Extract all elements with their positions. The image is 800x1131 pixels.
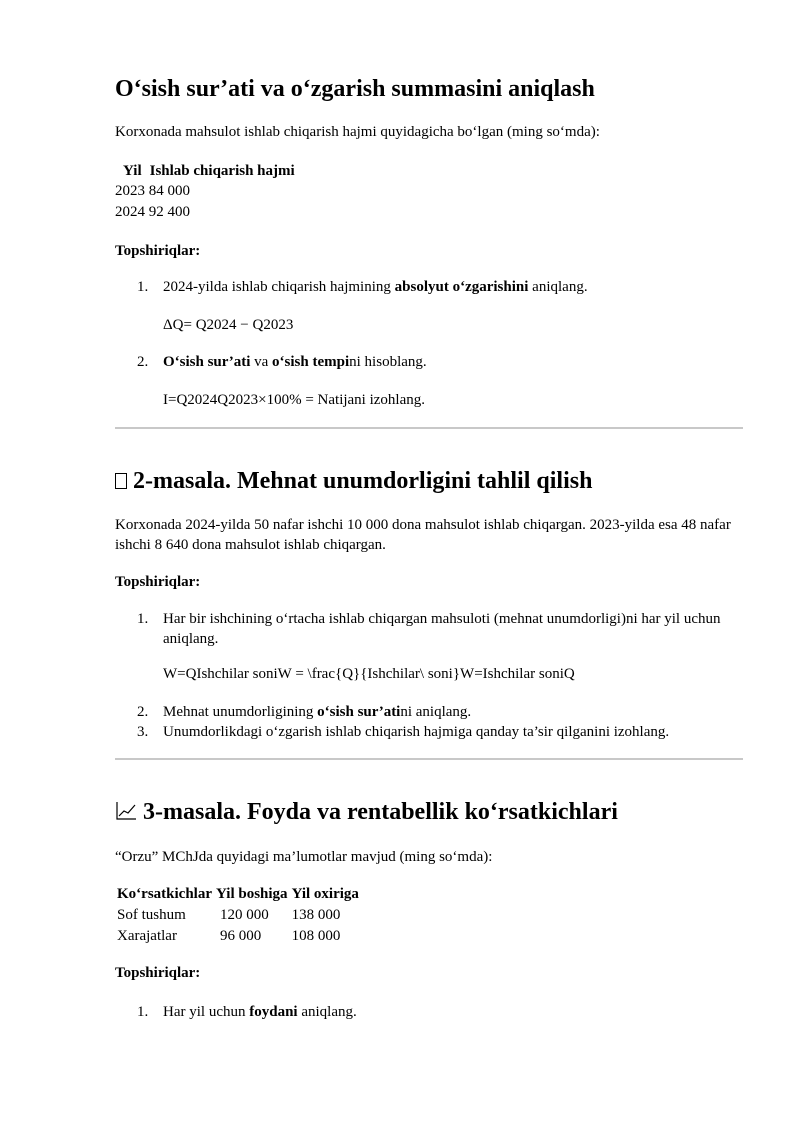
list-item — [115, 352, 743, 372]
section-divider — [115, 427, 743, 429]
task-bold: o‘sish tempi — [272, 354, 350, 370]
chart-increasing-icon — [115, 801, 137, 821]
tasks-label: Topshiriqlar: — [115, 965, 201, 981]
table-row — [117, 905, 363, 926]
task-text: aniqlang. — [297, 1004, 357, 1020]
table-cell: Xarajatlar — [117, 928, 177, 944]
list-item — [115, 1002, 743, 1022]
table-cell: 96 000 — [220, 928, 262, 944]
list-item — [115, 722, 743, 742]
table-cell: 138 000 — [291, 907, 341, 923]
table-header: Ishlab chiqarish hajmi — [149, 163, 295, 179]
section2-task-list-2 — [115, 702, 743, 742]
table-row — [117, 926, 363, 947]
section3-heading — [115, 797, 618, 827]
section3-task-list — [115, 1002, 743, 1022]
formula: W=QIshchilar soniW = \frac{Q}{Ishchilar\ soni}W=Ishchilar soniQ — [163, 666, 575, 682]
missing-glyph-icon — [115, 473, 127, 489]
task-bold: O‘sish sur’ati — [163, 354, 251, 370]
task-text: ni hisoblang. — [349, 354, 427, 370]
table-cell: 108 000 — [291, 928, 341, 944]
list-number: 2. — [137, 354, 149, 370]
table-cell: 120 000 — [220, 907, 269, 923]
section1-table — [115, 161, 299, 181]
table-header: Yil — [123, 163, 142, 179]
table-header: Ko‘rsatkichlar — [117, 886, 212, 902]
list-item — [115, 609, 743, 649]
section3-intro: “Orzu” MChJda quyidagi ma’lumotlar mavjud (ming so‘mda): — [115, 849, 493, 865]
section2-intro: Korxonada 2024-yilda 50 nafar ishchi 10 000 dona mahsulot ishlab chiqargan. 2023-yilda esa 48 nafar ishchi 8 640 dona mahsulot ishlab chiqargan. — [115, 517, 731, 553]
formula: I=Q2024Q2023×100% = Natijani izohlang. — [163, 392, 426, 408]
task-text: ni aniqlang. — [400, 704, 472, 720]
section3-table — [117, 884, 363, 947]
task-text: Mehnat unumdorligining — [163, 704, 318, 720]
formula: ΔQ= Q2024 − Q2023 — [163, 317, 294, 333]
section1-rows — [115, 181, 190, 223]
tasks-label: Topshiriqlar: — [115, 243, 201, 259]
list-number: 3. — [137, 724, 149, 740]
list-item — [115, 702, 743, 722]
list-number: 1. — [137, 1004, 149, 1020]
task-text: Har bir ishchining o‘rtacha ishlab chiqargan mahsuloti (mehnat unumdorligi)ni har yil uchun aniqlang. — [163, 611, 721, 647]
task-bold: absolyut o‘zgarishini — [394, 279, 529, 295]
table-header: Yil boshiga — [216, 886, 288, 902]
section1-title: O‘sish sur’ati va o‘zgarish summasini aniqlash — [115, 76, 595, 102]
section2-title: 2-masala. Mehnat unumdorligini tahlil qilish — [133, 468, 593, 494]
list-number: 1. — [137, 279, 149, 295]
section2-task-list — [115, 609, 743, 649]
task-bold: foydani — [249, 1004, 298, 1020]
task-text: aniqlang. — [528, 279, 588, 295]
table-cell: Sof tushum — [117, 907, 186, 923]
table-row: 2023 84 000 — [115, 183, 190, 199]
section-divider — [115, 758, 743, 760]
section3-title: 3-masala. Foyda va rentabellik ko‘rsatkichlari — [143, 799, 618, 825]
tasks-label: Topshiriqlar: — [115, 574, 201, 590]
section2-heading — [115, 466, 592, 496]
list-item — [115, 277, 743, 297]
task-text: 2024-yilda ishlab chiqarish hajmining — [163, 279, 395, 295]
table-header: Yil oxiriga — [291, 886, 359, 902]
section1-task-list — [115, 277, 743, 297]
list-number: 2. — [137, 704, 149, 720]
list-number: 1. — [137, 611, 149, 627]
section1-task-list-2 — [115, 352, 743, 372]
table-row: 2024 92 400 — [115, 204, 190, 220]
section1-intro: Korxonada mahsulot ishlab chiqarish hajmi quyidagicha bo‘lgan (ming so‘mda): — [115, 124, 600, 140]
task-text: Unumdorlikdagi o‘zgarish ishlab chiqarish hajmiga qanday ta’sir qilganini izohlang. — [163, 724, 670, 740]
task-bold: o‘sish sur’ati — [317, 704, 401, 720]
table-header-row — [117, 884, 363, 905]
task-text: va — [250, 354, 273, 370]
task-text: Har yil uchun — [163, 1004, 250, 1020]
